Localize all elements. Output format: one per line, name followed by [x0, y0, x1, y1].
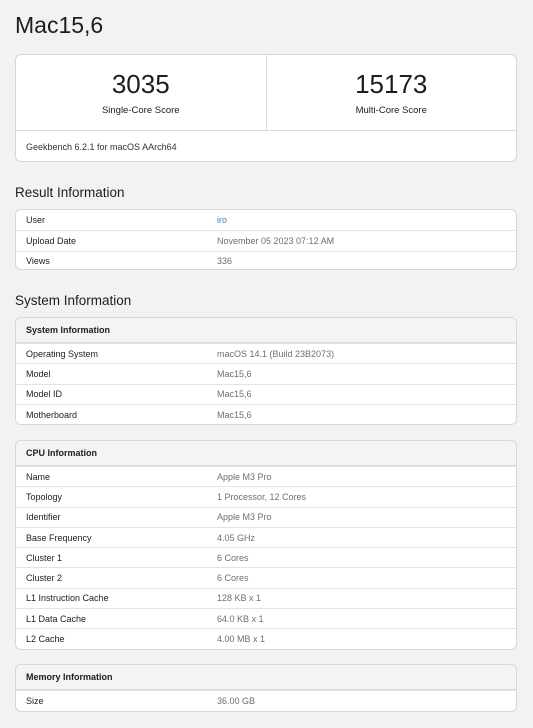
table-row — [16, 690, 516, 710]
row-value: Mac15,6 — [217, 409, 252, 420]
table-row — [16, 507, 516, 527]
row-value: 64.0 KB x 1 — [217, 613, 264, 624]
table-row — [16, 404, 516, 424]
row-key: Base Frequency — [26, 532, 92, 543]
card-header: System Information — [16, 318, 516, 343]
row-key: L1 Data Cache — [26, 613, 87, 624]
result-information-card — [15, 209, 517, 270]
row-value: macOS 14.1 (Build 23B2073) — [217, 348, 335, 359]
row-key: Model ID — [26, 389, 63, 400]
table-row — [16, 384, 516, 404]
row-key: User — [26, 215, 46, 226]
row-key: Upload Date — [26, 235, 77, 246]
row-value: November 05 2023 07:12 AM — [217, 235, 335, 246]
single-core-label: Single-Core Score — [101, 105, 180, 116]
row-key: Views — [26, 256, 50, 267]
row-key: Name — [26, 471, 51, 482]
table-row — [16, 588, 516, 608]
system-information-card — [15, 317, 517, 425]
row-key: Cluster 2 — [26, 573, 63, 584]
multi-core-cell — [266, 55, 517, 130]
row-key: L2 Cache — [26, 634, 65, 645]
multi-core-score: 15173 — [355, 69, 428, 99]
memory-information-card — [15, 664, 517, 712]
result-information-title: Result Information — [15, 185, 125, 200]
table-row — [16, 628, 516, 648]
table-row — [16, 567, 516, 587]
score-card — [15, 54, 517, 162]
benchmark-version: Geekbench 6.2.1 for macOS AArch64 — [26, 142, 177, 152]
row-key: Size — [26, 695, 44, 706]
cpu-information-card — [15, 440, 517, 650]
multi-core-label: Multi-Core Score — [355, 105, 427, 116]
table-row — [16, 547, 516, 567]
row-value: Apple M3 Pro — [217, 512, 272, 523]
row-key: Operating System — [26, 348, 99, 359]
row-key: Topology — [26, 491, 63, 502]
single-core-cell — [16, 55, 266, 130]
page-title: Mac15,6 — [15, 12, 104, 38]
row-key: Model — [26, 368, 51, 379]
card-header: CPU Information — [16, 441, 516, 466]
table-row — [16, 608, 516, 628]
user-link[interactable]: iro — [217, 215, 228, 226]
row-value: Mac15,6 — [217, 389, 252, 400]
row-value: 6 Cores — [217, 573, 249, 584]
row-value: 36.00 GB — [217, 695, 256, 706]
score-row — [16, 55, 516, 131]
row-value: Mac15,6 — [217, 368, 252, 379]
table-row — [16, 527, 516, 547]
row-key: Identifier — [26, 512, 61, 523]
table-row — [16, 251, 516, 270]
row-value: 336 — [217, 256, 233, 267]
system-information-title: System Information — [15, 293, 132, 308]
table-row — [16, 466, 516, 486]
row-value: 4.00 MB x 1 — [217, 634, 266, 645]
row-value: Apple M3 Pro — [217, 471, 272, 482]
row-value: 128 KB x 1 — [217, 593, 262, 604]
table-row — [16, 230, 516, 250]
row-key: Cluster 1 — [26, 552, 63, 563]
card-header: Memory Information — [16, 665, 516, 690]
single-core-score: 3035 — [111, 69, 170, 99]
row-key: L1 Instruction Cache — [26, 593, 109, 604]
row-value: 6 Cores — [217, 552, 249, 563]
row-value: 1 Processor, 12 Cores — [217, 491, 307, 502]
table-row — [16, 486, 516, 506]
table-row — [16, 210, 516, 230]
table-row — [16, 343, 516, 363]
table-row — [16, 363, 516, 383]
row-value: 4.05 GHz — [217, 532, 256, 543]
row-key: Motherboard — [26, 409, 78, 420]
